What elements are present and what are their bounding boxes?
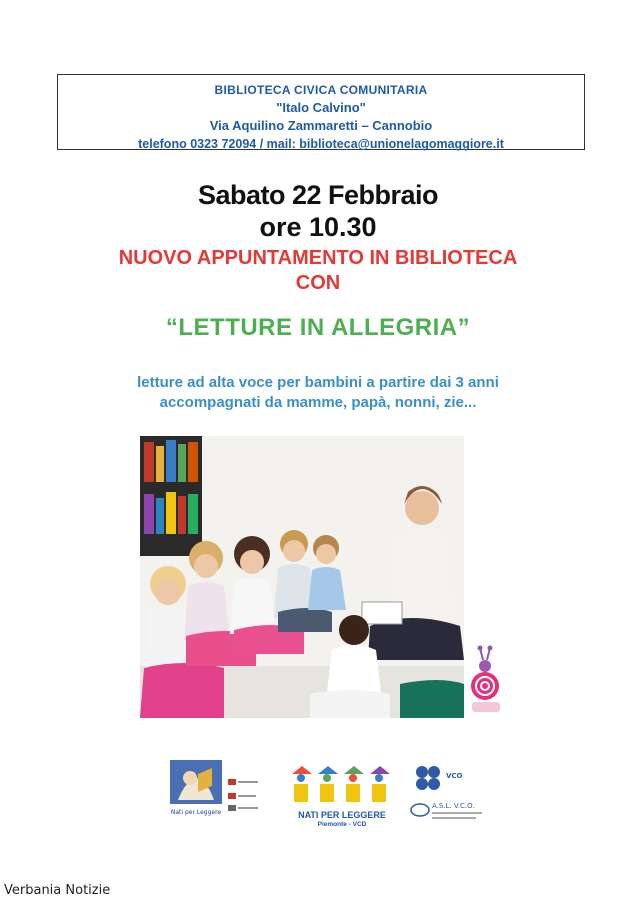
nati-per-leggere-logo [170, 760, 222, 820]
vco-asl-logos [410, 764, 500, 824]
event-date: Sabato 22 Febbraio [197, 180, 439, 210]
library-info-box [57, 74, 585, 150]
npl-piemonte-sub: Piemonte - VCD [317, 821, 367, 828]
footer-source: Verbania Notizie [4, 883, 111, 898]
library-subtitle: "Italo Calvino" [276, 100, 366, 115]
library-name: BIBLIOTECA CIVICA COMUNITARIA [214, 83, 428, 97]
event-description-2: accompagnati da mamme, papà, nonni, zie... [159, 394, 477, 411]
event-title: “LETTURE IN ALLEGRIA” [165, 314, 471, 341]
snail-logo [466, 644, 506, 718]
npl-piemonte-title: NATI PER LEGGERE [298, 810, 386, 820]
event-headline-con: CON [295, 272, 341, 294]
event-headline: NUOVO APPUNTAMENTO IN BIBLIOTECA [118, 247, 518, 269]
regione-piemonte-logos [228, 775, 262, 815]
reading-photo [140, 436, 464, 718]
event-description-1: letture ad alta voce per bambini a partire dai 3 anni [137, 374, 499, 391]
npl-caption: Nati per Leggere [170, 809, 222, 816]
event-time: ore 10.30 [259, 212, 377, 242]
library-address: Via Aquilino Zammaretti – Cannobio [209, 118, 433, 133]
vco-label: VCO [446, 772, 463, 780]
asl-label: A.S.L. V.C.O. [432, 802, 475, 810]
library-contacts: telefono 0323 72094 / mail: biblioteca@unionelagomaggiore.it [138, 137, 504, 151]
